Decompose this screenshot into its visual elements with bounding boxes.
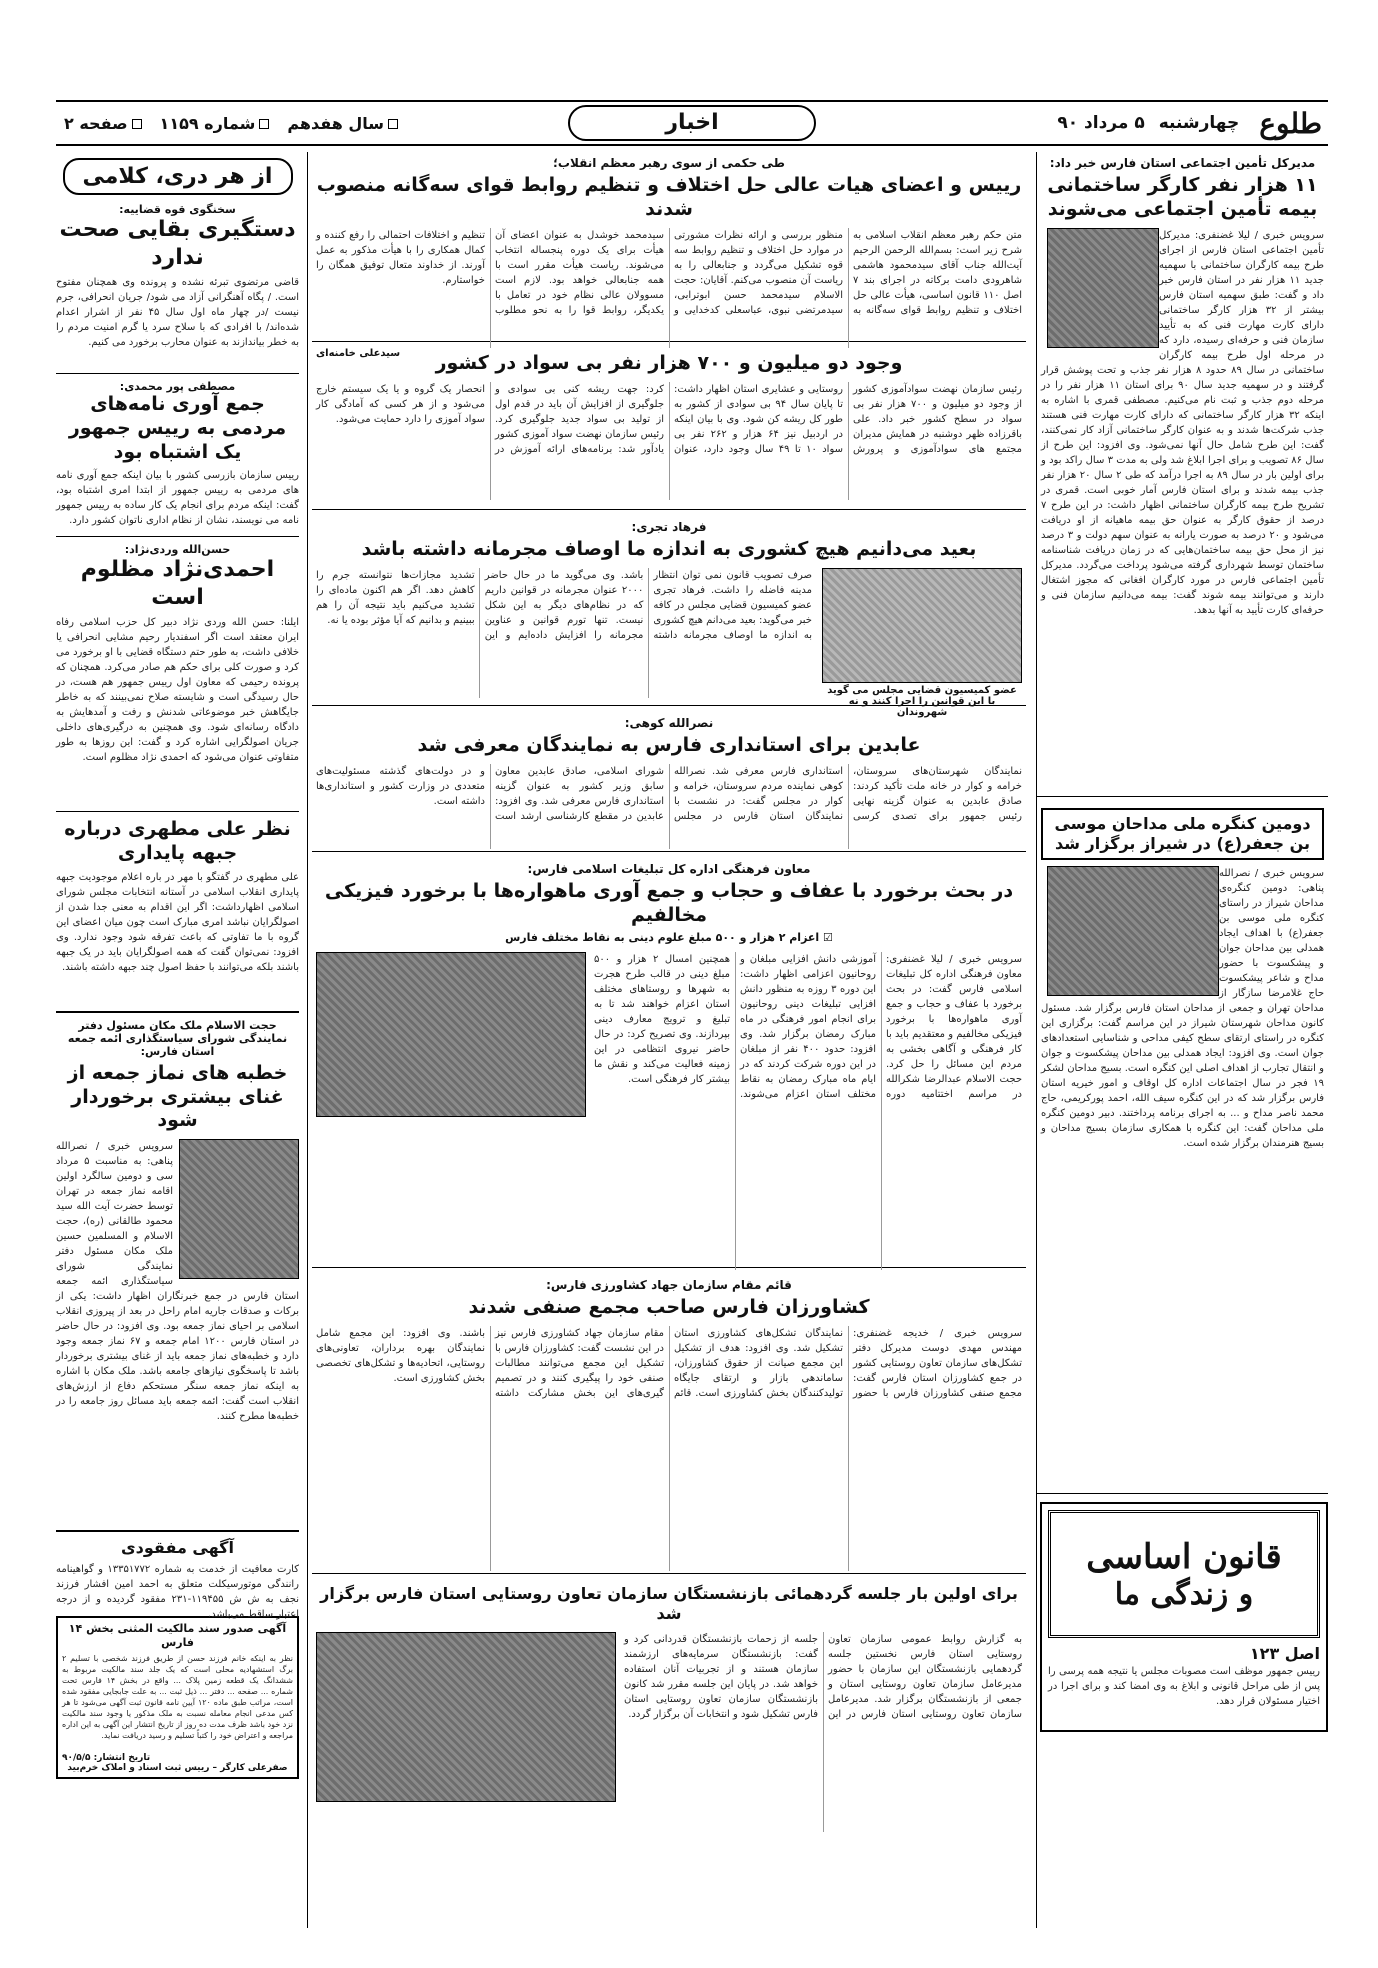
portrait-photo: [822, 568, 1022, 683]
notice-body: نظر به اینکه خانم فرزند حسن از طریق فرزند شخصی با تسلیم ۲ برگ استشهادیه محلی است که یک جلد سند مالکیت مربوط به ششدانگ یک قطعه زمین پلاک ... واقع در بخش ۱۴ فارس تحت شماره ... صفحه ... دفتر ... ذیل ثبت ... به علت جابجایی مفقود شده است، مراتب طبق ماده ۱۲۰ آیین نامه قانون ثبت آگهی می‌شود تا هر کس مدعی انجام معامله نسبت به ملک مذکور یا وجود سند مالکیت نزد خود باشد ظرف مدت ده روز از تاریخ انتشار این آگهی به این اداره مراجعه و اعتراض خود را کتباً تسلیم و رسید دریافت نماید.: [62, 1653, 294, 1740]
article-body: به گزارش روابط عمومی سازمان تعاون روستایی استان فارس نخستین جلسه گردهمایی بازنشستگان این سازمان با حضور مدیرعامل سازمان تعاون روستایی استان و جمعی از بازنشستگان برگزار شد. مدیرعامل سازمان تعاون روستایی استان فارس در این جلسه از زحمات بازنشستگان قدردانی کرد و گفت: بازنشستگان سرمایه‌های ارزشمند سازمان هستند و از تجربیات آنان استفاده خواهد شد. در پایان این جلسه مقرر شد کانون بازنشستگان سازمان تعاون روستایی استان فارس تشکیل شود و انتخابات آن برگزار گردد.: [624, 1634, 1022, 1720]
brief-headline: جمع آوری نامه‌های مردمی به رییس جمهور یک اشتباه بود: [68, 393, 287, 463]
meeting-photo: [316, 1632, 616, 1802]
article-farmers-guild: [312, 1274, 1026, 1574]
article-kicker: فرهاد تجری:: [631, 520, 707, 534]
brief-headline: احمدی‌نژاد مظلوم است: [80, 557, 275, 610]
brief-motahari: [56, 818, 299, 1005]
article-headline: رییس و اعضای هیات عالی حل اختلاف و تنظیم روابط قوای سه‌گانه منصوب شدند: [316, 174, 1022, 220]
photo-with-caption: [822, 568, 1022, 718]
article-kicker: معاون فرهنگی اداره کل تبلیغات اسلامی فارس:: [527, 862, 811, 876]
notice-deed: [56, 1616, 299, 1779]
article-arbitration-council: [312, 152, 1026, 359]
article-illiteracy: [312, 348, 1026, 510]
newspaper-page: [56, 100, 1328, 1930]
article-body: سرویس خبری / نصرالله پناهی: به مناسبت ۵ مرداد سی و دومین سالگرد اولین اقامه نماز جمعه در تهران توسط حضرت آیت الله سید محمود طالقانی (ره)، حجت الاسلام و المسلمین حسین ملک مکان مسئول دفتر نمایندگی شورای سیاستگذاری ائمه جمعه استان فارس در جمع خبرنگاران اظهار داشت: یکی از برکات و صدقات جاریه امام راحل در بعد از پیروزی انقلاب اسلامی بر احیای نماز جمعه بود. وی افزود: در حال حاضر در استان فارس ۱۲۰۰ امام جمعه و ۶۷ نماز جمعه وجود دارد و خطبه‌های نماز جمعه باید از غنای بیشتری برخوردار باشد تا پاسخگوی نیازهای جامعه باشد. ملک مکان با اشاره به اینکه نماز جمعه سنگر مستحکم دفاع از ارزش‌های انقلاب است گفت: ائمه جمعه باید مسائل روز جامعه را در خطبه‌ها مطرح کنند.: [56, 1141, 299, 1422]
masthead: [56, 100, 1328, 146]
divider: [56, 536, 299, 537]
clerics-group-photo: [316, 952, 586, 1117]
article-body: متن حکم رهبر معظم انقلاب اسلامی به شرح زیر است: بسم‌الله الرحمن الرحیم آیت‌الله جناب آقای سیدمحمود هاشمی شاهرودی دامت برکاته در اجرای بند ۷ اصل ۱۱۰ قانون اساسی، هیأت عالی حل اختلاف و تنظیم روابط قوای سه‌گانه به منظور بررسی و ارائه نظرات مشورتی در موارد حل اختلاف و تنظیم روابط سه قوه تشکیل می‌گردد و جنابعالی را به ریاست آن منصوب می‌کنم. آقایان: حجت الاسلام سیدمحمد حسن ابوترابی، سیدمرتضی نبوی، عباسعلی کدخدایی و سیدمحمد خوشدل به عنوان اعضای آن هیأت برای یک دوره پنجساله انتخاب می‌شوند. ریاست هیأت مقرر است با همه جنابعالی خواهد بود. لازم است مسوولان عالی نظام خود در تعامل با یکدیگر، روابط قوا را به نحو مطلوب تنظیم و اختلافات احتمالی را رفع کننده و کمال همکاری را با هیأت مذکور به عمل آورند. از خداوند متعال توفیق همگان را خواستارم.: [316, 229, 1023, 316]
divider: [56, 373, 299, 374]
constitution-article: اصل ۱۲۳: [1249, 1644, 1320, 1663]
constitution-title: قانون اساسی: [1086, 1536, 1282, 1577]
constitution-box: [1040, 1502, 1328, 1732]
brief-headline: نظر علی مطهری درباره جبهه پایداری: [64, 818, 291, 864]
article-headline: ۱۱ هزار نفر کارگر ساختمانی بیمه تأمین اجتماعی می‌شوند: [1047, 174, 1318, 220]
article-tajari: [312, 516, 1026, 718]
article-kicker: قائم مقام سازمان جهاد کشاورزی فارس:: [546, 1278, 792, 1292]
masthead-page: صفحه ۲: [64, 114, 142, 133]
brief-body: قاضی مرتضوی تبرئه نشده و پرونده وی همچنان مفتوح است. / پگاه آهنگرانی آزاد می شود/ جریان انحرافی، جرم نیست /در چهار ماه اول سال ۴۵ نفر از اشرار اعدام شده‌اند/ با افرادی که با سلاح سرد یا گرم امنیت مردم را به خطر بیاندازند به عنوان محارب برخورد می کنیم.: [56, 277, 300, 348]
article-kicker: نصرالله کوهی:: [624, 716, 714, 730]
middle-column: [312, 152, 1026, 1928]
square-bullet-icon: [132, 119, 142, 129]
square-bullet-icon: [388, 119, 398, 129]
notice-body: کارت معافیت از خدمت به شماره ۱۳۳۵۱۷۷۲ و گواهینامه رانندگی موتورسیکلت متعلق به احمد امین افشار فرزند نجف به ش ش ۱۱۹۴۵۵-۲۳۱ مفقود گردیده و از درجه اعتبار ساقط می‌باشد.: [56, 1564, 299, 1620]
right-column: [1036, 152, 1328, 1928]
article-headline: کشاورزان فارس صاحب مجمع صنفی شدند: [468, 1296, 870, 1318]
notice-lost-card: [56, 1538, 299, 1620]
masthead-date: ۵ مرداد ۹۰: [1057, 113, 1145, 133]
divider: [56, 811, 299, 812]
brief-headline: دستگیری بقایی صحت ندارد: [59, 217, 296, 270]
notice-date: تاریخ انتشار: ۹۰/۵/۵: [62, 1752, 151, 1763]
brief-pourmohammadi: مصطفی پور محمدی: جمع آوری نامه‌های مردمی به رییس جمهور یک اشتباه بود رییس سازمان بازرسی کشور با بیان اینکه جمع آوری نامه های مردمی به رییس جمهور از ابتدا امری اشتباه بود، گفت: اینکه مردم برای انجام یک کار ساده به رییس جمهور نامه می نویسند، نشان از نظام اداری ناتوان کشور دارد.: [56, 380, 299, 530]
article-body: سرویس خبری / لیلا غضنفری: مدیرکل تأمین اجتماعی استان فارس از اجرای طرح بیمه کارگران ساختمانی با سهمیه جدید ۱۱ هزار نفر در استان فارس خبر داد و گفت: طبق سهمیه استان فارس بیشتر از ۳۲ هزار کارگر ساختمانی دارای کارت مهارت فنی که به تأیید سازمان فنی و حرفه‌ای رسیده، دارد که در مرحله اول طرح بیمه کارگران ساختمانی در سال ۸۹ حدود ۸ هزار نفر جذب و تحت پوشش قرار گرفتند و در سهمیه جدید سال ۹۰ برای استان ۱۱ هزار نفر را در مرحله دوم جذب و ثبت نام می‌کنیم. مصطفی قمری با اشاره به اینکه ۳۲ هزار کارگر ساختمانی که دارای کارت مهارت فنی هستند جذب شرکت‌ها شدند و به عنوان کارگر ساختمانی آزاد کار نمی‌کنند، گفت: این طرح شامل حال آنها نمی‌شود. وی افزود: این طرح از سال ۸۶ تصویب و برای اجرا ابلاغ شد ولی به مدت ۳ سال راکد بود و برای اولین بار در سال ۸۹ به اجرا درآمد که طی ۲ سال ۲۰ هزار نفر جذب بیمه شدند و برای استان فارس آمار خوبی است. قمری در تشریح طرح بیمه کارگران ساختمانی اظهار داشت: در این طرح ۷ درصد از حقوق کارگر به عنوان حق بیمه ماهیانه از او دریافت می‌شود و ۲۰ درصد به صورت یارانه به عنوان سهم دولت و ۳ درصد نیز از محل حق بیمه ساختمان‌هایی که در زمان دریافت شناسنامه ساختمان توسط شهرداری گرفته می‌شود پرداخت می‌گردد. مدیرکل تأمین اجتماعی فارس در مورد کارگران افغانی که مجوز اشتغال دارند و می‌توانند بیمه شوند گفت: بیمه می‌دانیم سازمان فنی و حرفه‌ای کارت تأیید به آنها بدهد.: [1041, 229, 1324, 616]
masthead-right: [1057, 107, 1328, 140]
article-headline: در بحث برخورد با عفاف و حجاب و جمع آوری ماهواره‌ها با برخورد فیزیکی مخالفیم: [324, 880, 1014, 926]
portrait-photo: [1047, 228, 1159, 348]
article-retirees: [312, 1580, 1026, 1920]
article-headline: بعید می‌دانیم هیچ کشوری به اندازه ما اوصاف مجرمانه داشته باشد: [361, 538, 977, 560]
brief-body: ایلنا: حسن الله وردی نژاد دبیر کل حزب اسلامی رفاه ایران معتقد است اگر اسفندیار رحیم مشایی انحرافی یا خلافی داشت، به طور حتم دستگاه قضایی با او برخورد می کرد و صورت کلی برای حکم هم صادر می‌کرد. همچنان که پرونده رحیمی که معاون اول رییس جمهور هم هست، در حال رسیدگی است و شایسته صلاح نمی‌بینند که به خاطر جایگاهش خبر موضوعاتی شدنش و رفت و آمدهایش به دادگاه رسانه‌ای شود. وی همچنین به درگیری‌های داخلی جریان اصولگرایی اشاره کرد و گفت: این روزها به طور متفاوتی عنوان می‌شود که احمدی نژاد مظلوم است.: [56, 617, 299, 764]
article-signature: سیدعلی خامنه‌ای: [316, 347, 401, 359]
article-abedin: [312, 712, 1026, 852]
notice-title: آگهی مفقودی: [121, 1538, 234, 1557]
left-column: [56, 152, 308, 1928]
brief-body: رییس سازمان بازرسی کشور با بیان اینکه جمع آوری نامه های مردمی به رییس جمهور از ابتدا امری اشتباه بود، گفت: اینکه مردم برای انجام یک کار ساده به رییس جمهور نامه می نویسند، نشان از نظام اداری ناتوان کشور دارد.: [56, 470, 299, 527]
article-headline: وجود دو میلیون و ۷۰۰ هزار نفر بی سواد در کشور: [435, 352, 903, 374]
column-title-pill: از هر دری، کلامی: [63, 158, 293, 195]
newspaper-logo: طلوع: [1259, 106, 1322, 140]
brief-baghaei: سخنگوی قوه قضاییه: دستگیری بقایی صحت ندارد قاضی مرتضوی تبرئه نشده و پرونده وی همچنان مفتوح است. / پگاه آهنگرانی آزاد می شود/ جریان انحرافی، جرم نیست /در چهار ماه اول سال ۴۵ نفر از اشرار اعدام شده‌اند/ با افرادی که با سلاح سرد یا گرم امنیت مردم را به خطر بیاندازند به عنوان محارب برخورد می کنیم.: [56, 203, 299, 367]
article-madahan-congress: [1037, 804, 1328, 1494]
masthead-year: سال هفدهم: [287, 114, 398, 133]
constitution-banner: [1048, 1510, 1320, 1638]
brief-verdinejad: حسن‌الله وردی‌نژاد: احمدی‌نژاد مظلوم است ایلنا: حسن الله وردی نژاد دبیر کل حزب اسلامی رفاه ایران معتقد است اگر اسفندیار رحیم مشایی انحرافی یا خلافی داشت، به طور حتم دستگاه قضایی با او برخورد می کرد و صورت کلی برای حکم هم صادر می‌کرد. همچنان که پرونده رحیمی که معاون اول رییس جمهور هم هست، در حال رسیدگی است و شایسته صلاح نمی‌بینند که به خاطر جایگاهش خبر موضوعاتی شدنش و رفت و آمدهایش به دادگاه رسانه‌ای شود. وی همچنین به درگیری‌های داخلی جریان اصولگرایی اشاره کرد و گفت: این روزها به طور متفاوتی عنوان می‌شود که احمدی نژاد مظلوم است.: [56, 543, 299, 805]
event-photo: [1047, 866, 1219, 996]
section-title: اخبار: [568, 105, 816, 141]
brief-body: علی مطهری در گفتگو با مهر در باره اعلام موجودیت جبهه پایداری انقلاب اسلامی در آستانه انتخابات مجلس شورای اسلامی اظهارداشت: اگر این اقدام به معنی جدا شدن از اصولگرایان نباشد امری مبارک است چون میان اعضای این گروه با ما تفاوتی که باعث تفرقه شود وجود ندارد. وی افزود: نمی‌توان گفت که همه اصولگرایان باید در یک جبهه باشند بلکه می‌توانند با حفظ اصول چند جبهه داشته باشند.: [56, 871, 299, 973]
article-body: نمایندگان شهرستان‌های سروستان، خرامه و کوار در خانه ملت تأکید کردند: صادق عابدین به عنوان گزینه نهایی رئیس جمهور برای تصدی کرسی استانداری فارس معرفی شد. نصرالله کوهی نماینده مردم سروستان، خرامه و کوار در مجلس گفت: در نشست با نمایندگان استان فارس در مجلس شورای اسلامی، صادق عابدین معاون سابق وزیر کشور به عنوان گزینه استانداری فارس معرفی شد. وی افزود: عابدین در مقطع کارشناسی ارشد است و در دولت‌های گذشته مسئولیت‌های متعددی در وزارت کشور و استانداری‌ها داشته است.: [316, 765, 1022, 822]
notice-title: آگهی صدور سند مالکیت المثنی بخش ۱۴ فارس: [68, 1622, 287, 1649]
article-headline: دومین کنگره ملی مداحان موسی بن جعفر(ع) در شیراز برگزار شد: [1041, 808, 1324, 860]
article-body: سرویس خبری / خدیجه غضنفری: مهندس مهدی دوست مدیرکل دفتر تشکل‌های سازمان تعاون روستایی کشور در جمع کشاورزان استان فارس گفت: مجمع صنفی کشاورزان فارس با حضور نمایندگان تشکل‌های کشاورزی استان تشکیل شد. وی افزود: هدف از تشکیل این مجمع صیانت از حقوق کشاورزان، ساماندهی بازار و ارتقای جایگاه تولیدکنندگان بخش کشاورزی است. قائم مقام سازمان جهاد کشاورزی فارس نیز در این نشست گفت: کشاورزان فارس با تشکیل این مجمع می‌توانند مطالبات صنفی خود را پیگیری کنند و در تصمیم گیری‌های این بخش مشارکت داشته باشند. وی افزود: این مجمع شامل نمایندگان بهره برداران، تعاونی‌های روستایی، اتحادیه‌ها و تشکل‌های تخصصی بخش کشاورزی است.: [316, 1327, 1022, 1399]
notice-signature: صفرعلی کارگر – رییس ثبت اسناد و املاک خرم‌بید: [67, 1762, 288, 1773]
article-body: صرف تصویب قانون نمی توان انتظار مدینه فاضله را داشت. فرهاد تجری عضو کمیسیون قضایی مجلس در کافه خبر می‌گوید: بعید می‌دانم هیچ کشوری به اندازه ما اوصاف مجرمانه داشته باشد. وی می‌گوید ما در حال حاضر ۲۰۰۰ عنوان مجرمانه در قوانین داریم که در نظام‌های دیگر به این شکل نیست. تنها تورم قوانین و عناوین مجرمانه را افزایش داده‌ایم و این تشدید مجازات‌ها نتوانسته جرم را کاهش دهد. اگر هم اکنون ماده‌ای را تشدید می‌کنیم باید نتیجه آن را هم ببینیم و بدانیم که آیا مؤثر بوده یا نه.: [316, 569, 812, 641]
article-subheadline: ☑ اعزام ۲ هزار و ۵۰۰ مبلغ علوم دینی به نقاط مختلف فارس: [505, 930, 833, 944]
article-kicker: مدیرکل تأمین اجتماعی استان فارس خبر داد:: [1049, 156, 1316, 170]
article-body: سرویس خبری / لیلا غضنفری: معاون فرهنگی اداره کل تبلیغات اسلامی فارس گفت: در بحث برخورد با عفاف و حجاب و جمع آوری ماهواره‌ها با برخورد فیزیکی مخالفیم و معتقدیم باید با کار فرهنگی و آگاهی بخشی به مردم این مسائل را حل کرد. حجت الاسلام عبدالرضا شکرالله در مراسم اختتامیه دوره آموزشی دانش افزایی مبلغان و روحانیون اعزامی اظهار داشت: این دوره ۳ روزه به منظور دانش افزایی تبلیغات دینی روحانیون برای انجام امور فرهنگی در ماه مبارک رمضان برگزار شد. وی افزود: حدود ۴۰۰ نفر از مبلغان در این دوره شرکت کردند که در ایام ماه مبارک رمضان به نقاط مختلف استان اعزام می‌شوند. همچنین امسال ۲ هزار و ۵۰۰ مبلغ دینی در قالب طرح هجرت به شهرها و روستاهای مختلف استان اعزام خواهند شد تا به تبلیغ و ترویج معارف دینی بپردازند. وی تصریح کرد: در حال حاضر نیروی انتظامی در این زمینه فعالیت می‌کند و نقش ما بیشتر کار فرهنگی است.: [594, 953, 1022, 1100]
square-bullet-icon: [259, 119, 269, 129]
article-body: رئیس سازمان نهضت سوادآموزی کشور از وجود دو میلیون و ۷۰۰ هزار نفر بی سواد در سطح کشور خبر داد. علی باقرزاده ظهر دوشنبه در همایش مدیران مجتمع های سوادآموزی و پرورش روستایی و عشایری استان اظهار داشت: تا پایان سال ۹۴ بی سوادی از کشور به طور کل ریشه کن شود. وی با بیان اینکه در اردبیل نیز ۶۴ هزار و ۲۶۲ نفر بی سواد ۱۰ تا ۴۹ سال وجود دارد، عنوان کرد: جهت ریشه کنی بی سوادی و جلوگیری از افزایش آن باید در قدم اول از تولید بی سواد جدید جلوگیری کرد. رئیس سازمان نهضت سواد آموزی کشور یادآور شد: برنامه‌های ارائه آموزش در انحصار یک گروه و یا یک سیستم خارج می‌شود و از هر کسی که آمادگی کار سواد آموزی را دارد حمایت می‌شود.: [316, 383, 1022, 455]
constitution-subtitle: و زندگی ما: [1114, 1576, 1254, 1612]
article-headline: عابدین برای استانداری فارس به نمایندگان معرفی شد: [417, 734, 921, 756]
article-headline: خطبه های نماز جمعه از غنای بیشتری برخوردار شود: [67, 1061, 288, 1132]
constitution-body: رییس جمهور موظف است مصوبات مجلس یا نتیجه همه پرسی را پس از طی مراحل قانونی و ابلاغ به وی امضا کند و برای اجرا در اختیار مسئولان قرار دهد.: [1048, 1666, 1320, 1707]
photo-caption: عضو کمیسیون قضایی مجلس می گوید با این قوانین را اجرا کنند و نه شهروندان: [827, 684, 1017, 718]
article-body: سرویس خبری / نصرالله پناهی: دومین کنگره‌ی مداحان شیراز در راستای کنگره ملی موسی بن جعفر(ع) با اهداف ایجاد همدلی بین مداحان جوان و پیشکسوت با حضور مداح و شاعر پیشکسوت حاج غلامرضا سازگار از مداحان تهران و جمعی از مداحان استان فارس برگزار شد. مسئول کانون مداحان شهرستان شیراز در این مراسم گفت: برگزاری این کنگره در راستای ارتقای سطح کیفی مداحی و شناسایی استعدادهای جوان است. وی افزود: ایجاد همدلی بین مداحان پیشکسوت و جوان و انتقال تجارب از اهداف اصلی این کنگره است. بسیج مداحان لشکر ۱۹ فجر در سال اجتماعات اداره کل اوقاف و امور خیریه استان فارس برگزار شد که در این کنگره سیف الله، احمد پورکریمی، حاج محمد ناصر مداح و ... به اجرای برنامه پرداختند. دبیر دومین کنگره ملی مداحان گفت: این کنگره با همکاری سازمان بسیج مداحان و بسیج هنرمندان برگزار شده است.: [1041, 868, 1324, 1149]
masthead-left: [56, 114, 398, 133]
article-kicker: طی حکمی از سوی رهبر معظم انقلاب؛: [553, 156, 785, 170]
divider: [56, 1530, 299, 1532]
article-construction-workers: [1037, 152, 1328, 797]
masthead-issue: شماره ۱۱۵۹: [160, 114, 270, 133]
article-hijab: [312, 858, 1026, 1268]
article-headline: برای اولین بار جلسه گردهمائی بازنشستگان سازمان تعاون روستایی استان فارس برگزار شد: [320, 1584, 1018, 1623]
article-friday-prayer: حجت الاسلام ملک‌ مکان مسئول دفتر نمایندگی شورای سیاستگذاری ائمه جمعه استان فارس: خطبه های نماز جمعه از غنای بیشتری برخوردار شود سرویس خبری / نصرالله پناهی: به مناسبت ۵ مرداد سی و دومین سالگرد اولین اقامه نماز جمعه در تهران توسط حضرت آیت الله سید محمود طالقانی (ره)، حجت الاسلام و المسلمین حسین ملک مکان مسئول دفتر نمایندگی شورای سیاستگذاری ائمه جمعه استان فارس در جمع خبرنگاران اظهار داشت: یکی از برکات و صدقات جاریه امام راحل در بعد از پیروزی انقلاب اسلامی بر احیای نماز جمعه بود. وی افزود: در حال حاضر در استان فارس ۱۲۰۰ امام جمعه و ۶۷ نماز جمعه وجود دارد و خطبه‌های نماز جمعه باید از غنای بیشتری برخوردار باشد تا پاسخگوی نیازهای جامعه باشد. ملک مکان با اشاره به اینکه نماز جمعه سنگر مستحکم دفاع از ارزش‌های انقلاب است گفت: ائمه جمعه باید مسائل روز جامعه را در خطبه‌ها مطرح کنند.: [56, 1019, 299, 1524]
masthead-weekday: چهارشنبه: [1158, 113, 1240, 133]
divider: [56, 1011, 299, 1013]
cleric-portrait-photo: [179, 1139, 299, 1279]
